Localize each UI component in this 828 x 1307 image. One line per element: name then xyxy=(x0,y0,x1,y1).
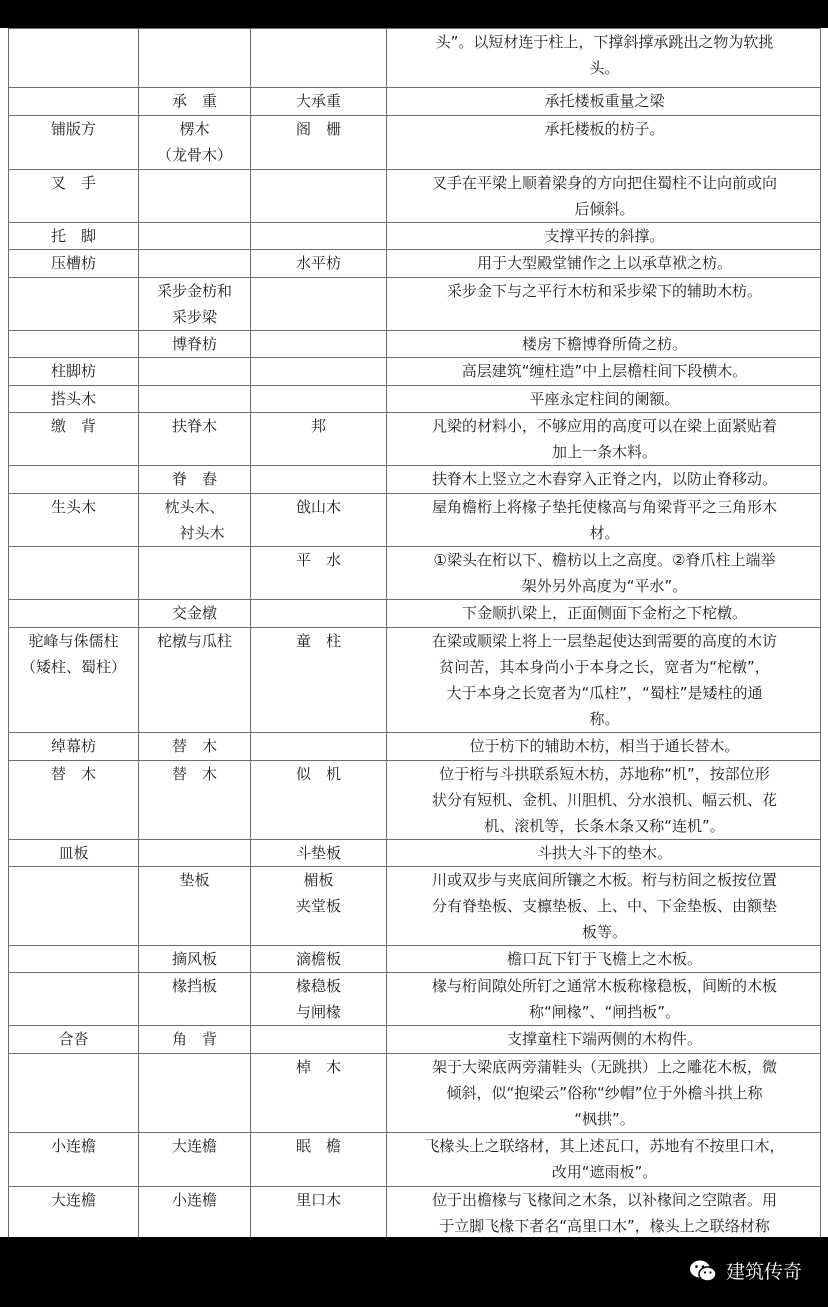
description-cell xyxy=(387,946,821,973)
table-row xyxy=(9,1054,821,1133)
table-body xyxy=(9,29,821,1238)
description-cell xyxy=(387,494,821,547)
table-row xyxy=(9,278,821,331)
description-cell-text: 位于出檐椽与飞椽间之木条，以补椽间之空隙者。用 于立脚飞椽下者名“高里口木”，椽头上之联络材称 xyxy=(431,1191,777,1235)
suzhou-name-cell-text: 水平枋 xyxy=(295,254,341,272)
top-bar xyxy=(0,0,828,28)
alt-name-cell xyxy=(139,466,251,494)
suzhou-name-cell xyxy=(251,761,387,840)
component-table xyxy=(8,28,821,1237)
alt-name-cell xyxy=(139,386,251,413)
term-cell-text: 生头木 xyxy=(50,498,96,516)
description-cell xyxy=(387,29,821,88)
alt-name-cell-text: 替 木 xyxy=(171,765,217,783)
term-cell xyxy=(9,600,139,628)
description-cell-text: 位于枋下的辅助木枋，相当于通长替木。 xyxy=(469,737,740,755)
suzhou-name-cell-text: 棹 木 xyxy=(295,1058,341,1076)
suzhou-name-cell xyxy=(251,88,387,116)
description-cell xyxy=(387,170,821,223)
alt-name-cell-text: 承 重 xyxy=(171,92,217,110)
description-cell xyxy=(387,386,821,413)
description-cell-text: 川或双步与夹底间所镶之木板。桁与枋间之板按位置 分有脊垫板、支檩垫板、上、中、下金垫板、由额垫 板等。 xyxy=(431,871,777,941)
alt-name-cell-text: 小连檐 xyxy=(171,1191,217,1209)
alt-name-cell-text: 柁橔与瓜柱 xyxy=(156,632,232,650)
description-cell-text: 椽与桁间隙处所钉之通常木板称椽稳板，间断的木板 称“闸椽”、“闸挡板”。 xyxy=(431,977,777,1021)
term-cell xyxy=(9,386,139,413)
term-cell xyxy=(9,278,139,331)
table-row xyxy=(9,600,821,628)
suzhou-name-cell xyxy=(251,1133,387,1187)
suzhou-name-cell xyxy=(251,600,387,628)
table-row xyxy=(9,547,821,600)
term-cell-text: 叉 手 xyxy=(50,174,96,192)
term-cell xyxy=(9,733,139,761)
alt-name-cell xyxy=(139,840,251,867)
table-row xyxy=(9,628,821,733)
alt-name-cell xyxy=(139,547,251,600)
term-cell xyxy=(9,250,139,278)
description-cell-text: 飞椽头上之联络材，其上述瓦口，苏地有不按里口木， 改用“遮雨板”。 xyxy=(424,1137,785,1181)
alt-name-cell xyxy=(139,600,251,628)
term-cell xyxy=(9,1054,139,1133)
suzhou-name-cell xyxy=(251,223,387,250)
suzhou-name-cell-text: 里口木 xyxy=(295,1191,341,1209)
suzhou-name-cell xyxy=(251,1187,387,1238)
alt-name-cell xyxy=(139,331,251,358)
description-cell xyxy=(387,1187,821,1238)
description-cell-text: 架于大梁底两旁蒲鞋头（无跳拱）上之雕花木板，微 倾斜，似“抱梁云”俗称“纱帽”位于外檐斗拱上称 “枫拱”。 xyxy=(431,1058,777,1128)
suzhou-name-cell xyxy=(251,494,387,547)
description-cell xyxy=(387,116,821,170)
description-cell-text: 支撑平抟的斜撑。 xyxy=(544,227,665,245)
term-cell xyxy=(9,628,139,733)
term-cell-text: 替 木 xyxy=(50,765,96,783)
suzhou-name-cell-text: 滴檐板 xyxy=(295,950,341,968)
description-cell-text: 下金顺扒梁上，正面侧面下金桁之下柁橔。 xyxy=(461,604,747,622)
alt-name-cell xyxy=(139,413,251,466)
description-cell xyxy=(387,278,821,331)
table-row xyxy=(9,1187,821,1238)
term-cell xyxy=(9,946,139,973)
description-cell xyxy=(387,1133,821,1187)
description-cell-text: 屋角檐桁上将椽子垫托使椽高与角梁背平之三角形木 材。 xyxy=(431,498,777,542)
alt-name-cell xyxy=(139,628,251,733)
table-row xyxy=(9,867,821,946)
alt-name-cell-text: 博脊枋 xyxy=(171,335,217,353)
description-cell-text: 用于大型殿堂铺作之上以承草袱之枋。 xyxy=(476,254,732,272)
alt-name-cell xyxy=(139,29,251,88)
suzhou-name-cell xyxy=(251,466,387,494)
suzhou-name-cell xyxy=(251,278,387,331)
term-cell-text: 合沓 xyxy=(58,1030,89,1048)
term-cell xyxy=(9,1187,139,1238)
alt-name-cell-text: 枕头木、 衬头木 xyxy=(164,498,225,542)
description-cell xyxy=(387,413,821,466)
term-cell xyxy=(9,331,139,358)
alt-name-cell-text: 椽挡板 xyxy=(171,977,217,995)
alt-name-cell xyxy=(139,867,251,946)
suzhou-name-cell-text: 斗垫板 xyxy=(295,844,341,862)
alt-name-cell xyxy=(139,946,251,973)
suzhou-name-cell xyxy=(251,29,387,88)
alt-name-cell xyxy=(139,358,251,386)
term-cell-text: 缴 背 xyxy=(50,417,96,435)
suzhou-name-cell xyxy=(251,840,387,867)
alt-name-cell xyxy=(139,170,251,223)
suzhou-name-cell xyxy=(251,867,387,946)
term-cell-text: 绰幕枋 xyxy=(50,737,96,755)
description-cell-text: 叉手在平梁上顺着梁身的方向把住蜀柱不让向前或向 后倾斜。 xyxy=(431,174,777,218)
alt-name-cell xyxy=(139,494,251,547)
suzhou-name-cell-text: 似 机 xyxy=(295,765,341,783)
alt-name-cell xyxy=(139,733,251,761)
table-row xyxy=(9,466,821,494)
suzhou-name-cell xyxy=(251,250,387,278)
term-cell-text: 柱脚枋 xyxy=(50,362,96,380)
description-cell-text: 位于桁与斗拱联系短木枋，苏地称“机”，按部位形 状分有短机、金机、川胆机、分水浪机、幅云机、花 机、滚机等，长条木条又称“连机”。 xyxy=(431,765,777,835)
term-cell xyxy=(9,413,139,466)
table-row xyxy=(9,973,821,1026)
term-cell-text: 驼峰与侏儒柱 （矮柱、蜀柱） xyxy=(20,632,126,676)
description-cell-text: 斗拱大斗下的垫木。 xyxy=(536,844,672,862)
description-cell xyxy=(387,600,821,628)
description-cell-text: 凡梁的材料小，不够应用的高度可以在梁上面紧贴着 加上一条木料。 xyxy=(431,417,777,461)
description-cell-text: 在梁或顺梁上将上一层垫起使达到需要的高度的木访 贫问苦，其本身尚小于本身之长，宽者为“柁橔”， 大于本身之长宽者为“瓜柱”，“蜀柱”是矮柱的通 称。 xyxy=(431,632,777,728)
description-cell-text: ①梁头在桁以下、檐枋以上之高度。②脊爪柱上端举 架外另外高度为“平水”。 xyxy=(433,551,776,595)
term-cell xyxy=(9,867,139,946)
description-cell-text: 采步金下与之平行木枋和采步梁下的辅助木枋。 xyxy=(446,282,762,300)
table-row xyxy=(9,413,821,466)
suzhou-name-cell xyxy=(251,973,387,1026)
table-row xyxy=(9,386,821,413)
alt-name-cell-text: 楞木 （龙骨木） xyxy=(156,120,232,164)
suzhou-name-cell-text: 邦 xyxy=(310,417,326,435)
alt-name-cell-text: 采步金枋和 采步梁 xyxy=(156,282,232,326)
alt-name-cell xyxy=(139,278,251,331)
description-cell-text: 高层建筑“缠柱造”中上层檐柱间下段横木。 xyxy=(461,362,748,380)
table-row xyxy=(9,840,821,867)
watermark-brand xyxy=(688,1257,802,1284)
description-cell xyxy=(387,973,821,1026)
term-cell-text: 搭头木 xyxy=(50,390,96,408)
term-cell-text: 铺版方 xyxy=(50,120,96,138)
alt-name-cell-text: 角 背 xyxy=(171,1030,217,1048)
table-row xyxy=(9,1026,821,1054)
term-cell xyxy=(9,494,139,547)
term-cell xyxy=(9,88,139,116)
term-cell xyxy=(9,1026,139,1054)
suzhou-name-cell xyxy=(251,733,387,761)
description-cell-text: 扶脊木上竖立之木舂穿入正脊之内，以防止脊移动。 xyxy=(431,470,777,488)
suzhou-name-cell-text: 楣板 夹堂板 xyxy=(295,871,341,915)
term-cell xyxy=(9,223,139,250)
description-cell-text: 平座永定柱间的阑额。 xyxy=(529,390,680,408)
suzhou-name-cell-text: 平 水 xyxy=(295,551,341,569)
description-cell xyxy=(387,1054,821,1133)
footer-bar xyxy=(0,1237,828,1307)
table-row xyxy=(9,29,821,88)
alt-name-cell-text: 摘风板 xyxy=(171,950,217,968)
description-cell-text: 承托楼板的枋子。 xyxy=(544,120,665,138)
description-cell-text: 檐口瓦下钉于飞檐上之木板。 xyxy=(506,950,702,968)
suzhou-name-cell-text: 椽稳板 与闸椽 xyxy=(295,977,341,1021)
term-cell-text: 皿板 xyxy=(58,844,89,862)
description-cell xyxy=(387,466,821,494)
alt-name-cell xyxy=(139,1026,251,1054)
alt-name-cell xyxy=(139,88,251,116)
term-cell xyxy=(9,358,139,386)
suzhou-name-cell-text: 戗山木 xyxy=(295,498,341,516)
description-cell-text: 楼房下檐博脊所倚之枋。 xyxy=(521,335,687,353)
term-cell-text: 大连檐 xyxy=(50,1191,96,1209)
alt-name-cell-text: 交金橔 xyxy=(171,604,217,622)
description-cell xyxy=(387,1026,821,1054)
table-row xyxy=(9,358,821,386)
description-cell-text: 支撑童柱下端两侧的木构件。 xyxy=(506,1030,702,1048)
description-cell xyxy=(387,628,821,733)
alt-name-cell-text: 扶脊木 xyxy=(171,417,217,435)
suzhou-name-cell xyxy=(251,331,387,358)
table-row xyxy=(9,116,821,170)
table-row xyxy=(9,733,821,761)
table-row xyxy=(9,946,821,973)
alt-name-cell xyxy=(139,1187,251,1238)
alt-name-cell xyxy=(139,973,251,1026)
description-cell xyxy=(387,761,821,840)
suzhou-name-cell xyxy=(251,1026,387,1054)
term-cell-text: 托 脚 xyxy=(50,227,96,245)
description-cell xyxy=(387,88,821,116)
description-cell xyxy=(387,733,821,761)
alt-name-cell-text: 脊 舂 xyxy=(171,470,217,488)
suzhou-name-cell xyxy=(251,386,387,413)
term-cell xyxy=(9,840,139,867)
description-cell xyxy=(387,250,821,278)
term-cell xyxy=(9,761,139,840)
wechat-icon xyxy=(688,1258,718,1284)
term-cell xyxy=(9,1133,139,1187)
suzhou-name-cell xyxy=(251,628,387,733)
alt-name-cell-text: 垫板 xyxy=(179,871,210,889)
alt-name-cell xyxy=(139,250,251,278)
suzhou-name-cell xyxy=(251,1054,387,1133)
term-cell xyxy=(9,466,139,494)
table-row xyxy=(9,250,821,278)
table-row xyxy=(9,88,821,116)
description-cell xyxy=(387,840,821,867)
suzhou-name-cell xyxy=(251,946,387,973)
alt-name-cell xyxy=(139,223,251,250)
suzhou-name-cell-text: 眠 檐 xyxy=(295,1137,341,1155)
term-cell xyxy=(9,116,139,170)
term-cell xyxy=(9,973,139,1026)
brand-label: 建筑传奇 xyxy=(725,1261,802,1283)
description-cell xyxy=(387,223,821,250)
description-cell xyxy=(387,358,821,386)
document-page xyxy=(0,28,828,1237)
table-row xyxy=(9,223,821,250)
description-cell xyxy=(387,331,821,358)
suzhou-name-cell-text: 童 柱 xyxy=(295,632,341,650)
alt-name-cell xyxy=(139,116,251,170)
table-row xyxy=(9,761,821,840)
term-cell-text: 小连檐 xyxy=(50,1137,96,1155)
table-row xyxy=(9,331,821,358)
suzhou-name-cell xyxy=(251,547,387,600)
table-row xyxy=(9,494,821,547)
alt-name-cell xyxy=(139,1054,251,1133)
description-cell xyxy=(387,547,821,600)
suzhou-name-cell xyxy=(251,116,387,170)
description-cell-text: 承托楼板重量之梁 xyxy=(544,92,665,110)
table-row xyxy=(9,1133,821,1187)
suzhou-name-cell xyxy=(251,170,387,223)
description-cell-text: 头”。以短材连于柱上，下撑斜撑承跳出之物为软挑 头。 xyxy=(435,33,774,77)
alt-name-cell-text: 大连檐 xyxy=(171,1137,217,1155)
suzhou-name-cell-text: 阁 栅 xyxy=(295,120,341,138)
suzhou-name-cell xyxy=(251,413,387,466)
term-cell xyxy=(9,170,139,223)
term-cell-text: 压槽枋 xyxy=(50,254,96,272)
alt-name-cell-text: 替 木 xyxy=(171,737,217,755)
alt-name-cell xyxy=(139,761,251,840)
alt-name-cell xyxy=(139,1133,251,1187)
suzhou-name-cell xyxy=(251,358,387,386)
term-cell xyxy=(9,29,139,88)
table-row xyxy=(9,170,821,223)
description-cell xyxy=(387,867,821,946)
term-cell xyxy=(9,547,139,600)
suzhou-name-cell-text: 大承重 xyxy=(295,92,341,110)
